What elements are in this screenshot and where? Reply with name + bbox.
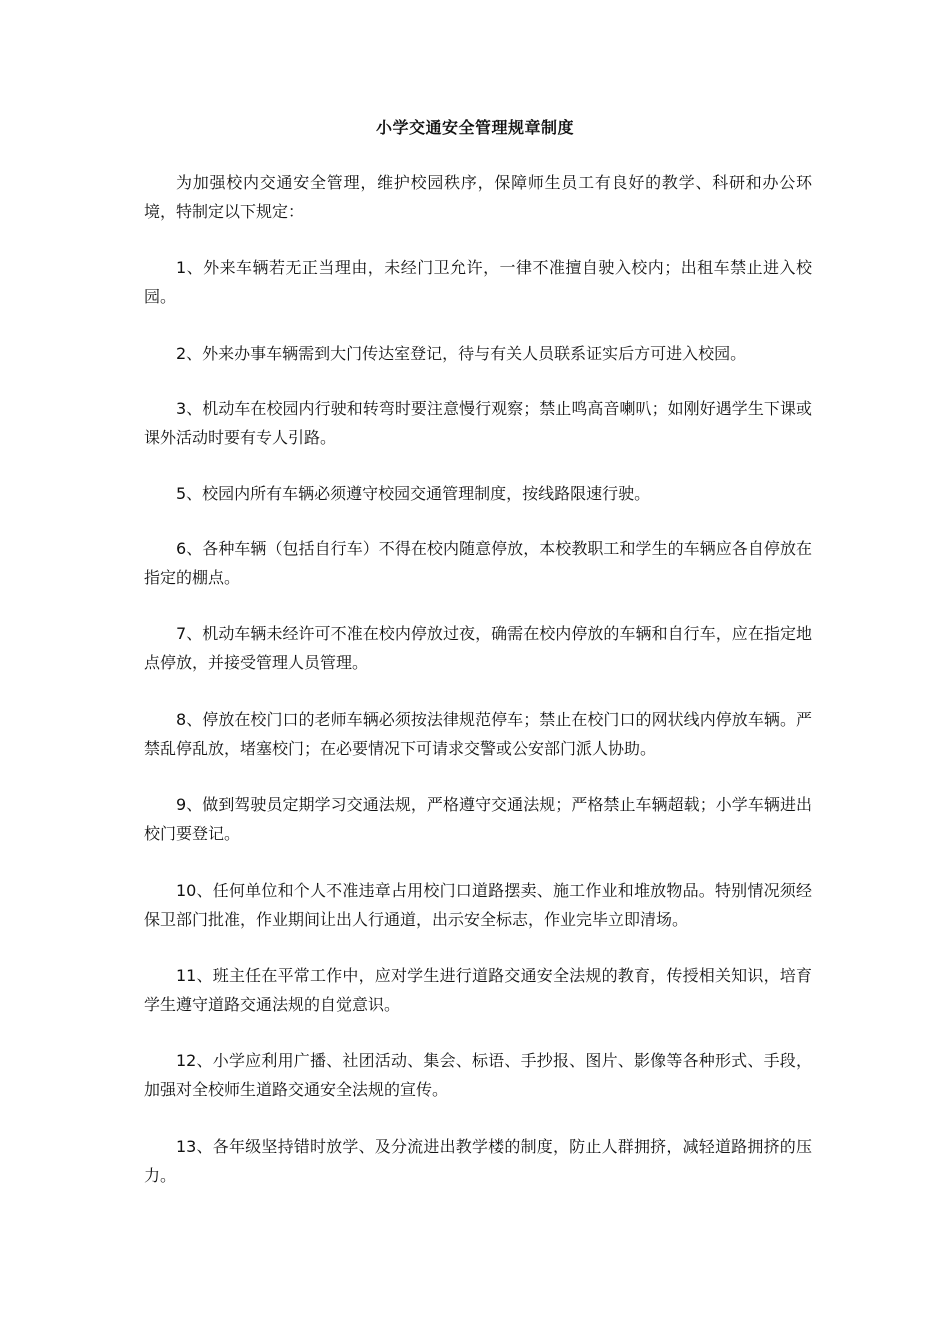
- rule-paragraph-13: 13、各年级坚持错时放学、及分流进出教学楼的制度，防止人群拥挤，减轻道路拥挤的压力。: [144, 1137, 812, 1185]
- rule-paragraph-5: 5、校园内所有车辆必须遵守校园交通管理制度，按线路限速行驶。: [176, 484, 651, 503]
- rule-paragraph-1: 1、外来车辆若无正当理由，未经门卫允许，一律不准擅自驶入校内；出租车禁止进入校园。: [144, 258, 812, 306]
- rule-paragraph-11: 11、班主任在平常工作中，应对学生进行道路交通安全法规的教育，传授相关知识，培育学生遵守道路交通法规的自觉意识。: [144, 966, 812, 1014]
- rule-paragraph-6: 6、各种车辆（包括自行车）不得在校内随意停放，本校教职工和学生的车辆应各自停放在指定的棚点。: [144, 539, 812, 587]
- rule-paragraph-7: 7、机动车辆未经许可不准在校内停放过夜，确需在校内停放的车辆和自行车，应在指定地点停放，并接受管理人员管理。: [144, 624, 812, 672]
- rule-paragraph-9: 9、做到驾驶员定期学习交通法规，严格遵守交通法规；严格禁止车辆超载；小学车辆进出校门要登记。: [144, 795, 812, 843]
- rule-paragraph-12: 12、小学应利用广播、社团活动、集会、标语、手抄报、图片、影像等各种形式、手段，加强对全校师生道路交通安全法规的宣传。: [144, 1051, 812, 1099]
- rule-paragraph-10: 10、任何单位和个人不准违章占用校门口道路摆卖、施工作业和堆放物品。特别情况须经保卫部门批准，作业期间让出人行通道，出示安全标志，作业完毕立即清场。: [144, 881, 812, 929]
- rule-paragraph-3: 3、机动车在校园内行驶和转弯时要注意慢行观察；禁止鸣高音喇叭；如刚好遇学生下课或课外活动时要有专人引路。: [144, 399, 812, 447]
- intro-paragraph: 为加强校内交通安全管理，维护校园秩序，保障师生员工有良好的教学、科研和办公环境，特制定以下规定：: [144, 173, 812, 221]
- rule-paragraph-2: 2、外来办事车辆需到大门传达室登记，待与有关人员联系证实后方可进入校园。: [176, 344, 747, 363]
- document-title: 小学交通安全管理规章制度: [375, 118, 574, 137]
- rule-paragraph-8: 8、停放在校门口的老师车辆必须按法律规范停车；禁止在校门口的网状线内停放车辆。严禁乱停乱放，堵塞校门；在必要情况下可请求交警或公安部门派人协助。: [144, 710, 812, 758]
